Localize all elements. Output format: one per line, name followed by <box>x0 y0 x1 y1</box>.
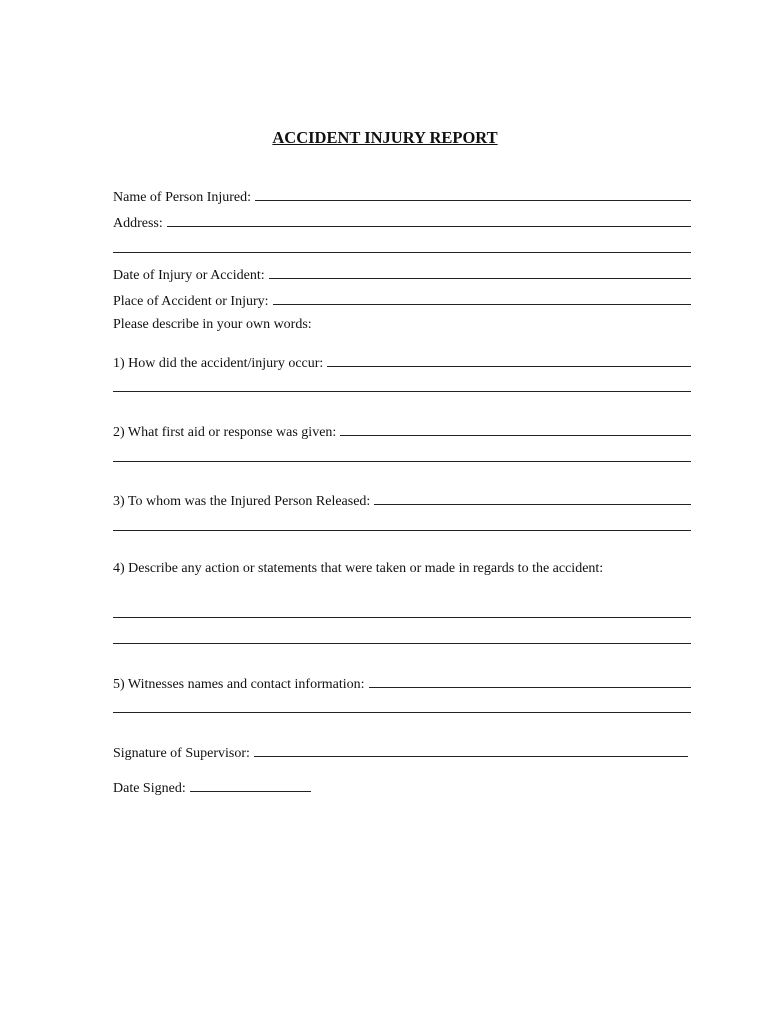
signature-label: Signature of Supervisor: <box>113 746 250 761</box>
q2-label: 2) What first aid or response was given: <box>113 425 337 440</box>
q1-label: 1) How did the accident/injury occur: <box>113 356 324 371</box>
form-title: ACCIDENT INJURY REPORT <box>272 128 498 147</box>
q2-blank[interactable] <box>340 421 691 436</box>
date-signed-blank[interactable] <box>190 777 311 792</box>
place-blank[interactable] <box>273 290 691 305</box>
date-signed-row <box>113 777 311 798</box>
address-line-2[interactable] <box>113 252 691 253</box>
q3-row <box>113 490 691 511</box>
q3-label: 3) To whom was the Injured Person Released: <box>113 494 371 509</box>
q3-line-2[interactable] <box>113 530 691 531</box>
date-signed-label: Date Signed: <box>113 781 186 796</box>
q2-line-2[interactable] <box>113 461 691 462</box>
address-row <box>113 212 691 233</box>
q2-row <box>113 421 691 442</box>
place-row <box>113 290 691 311</box>
q5-label: 5) Witnesses names and contact information: <box>113 677 365 692</box>
date-row <box>113 264 691 285</box>
address-blank[interactable] <box>167 212 691 227</box>
describe-prompt: Please describe in your own words: <box>113 317 312 332</box>
q3-blank[interactable] <box>374 490 691 505</box>
date-label: Date of Injury or Accident: <box>113 268 265 283</box>
signature-row <box>113 742 688 763</box>
place-label: Place of Accident or Injury: <box>113 294 269 309</box>
q1-blank[interactable] <box>327 352 691 367</box>
name-label: Name of Person Injured: <box>113 190 252 205</box>
name-row <box>113 186 691 207</box>
signature-blank[interactable] <box>254 742 688 757</box>
name-blank[interactable] <box>255 186 691 201</box>
q1-row <box>113 352 691 373</box>
date-blank[interactable] <box>269 264 691 279</box>
address-label: Address: <box>113 216 163 231</box>
q5-blank[interactable] <box>369 673 691 688</box>
q5-line-2[interactable] <box>113 712 691 713</box>
q1-line-2[interactable] <box>113 391 691 392</box>
q5-row <box>113 673 691 694</box>
q4-line-2[interactable] <box>113 643 691 644</box>
q4-line-1[interactable] <box>113 617 691 618</box>
q4-label: 4) Describe any action or statements that were taken or made in regards to the accident: <box>113 561 604 576</box>
